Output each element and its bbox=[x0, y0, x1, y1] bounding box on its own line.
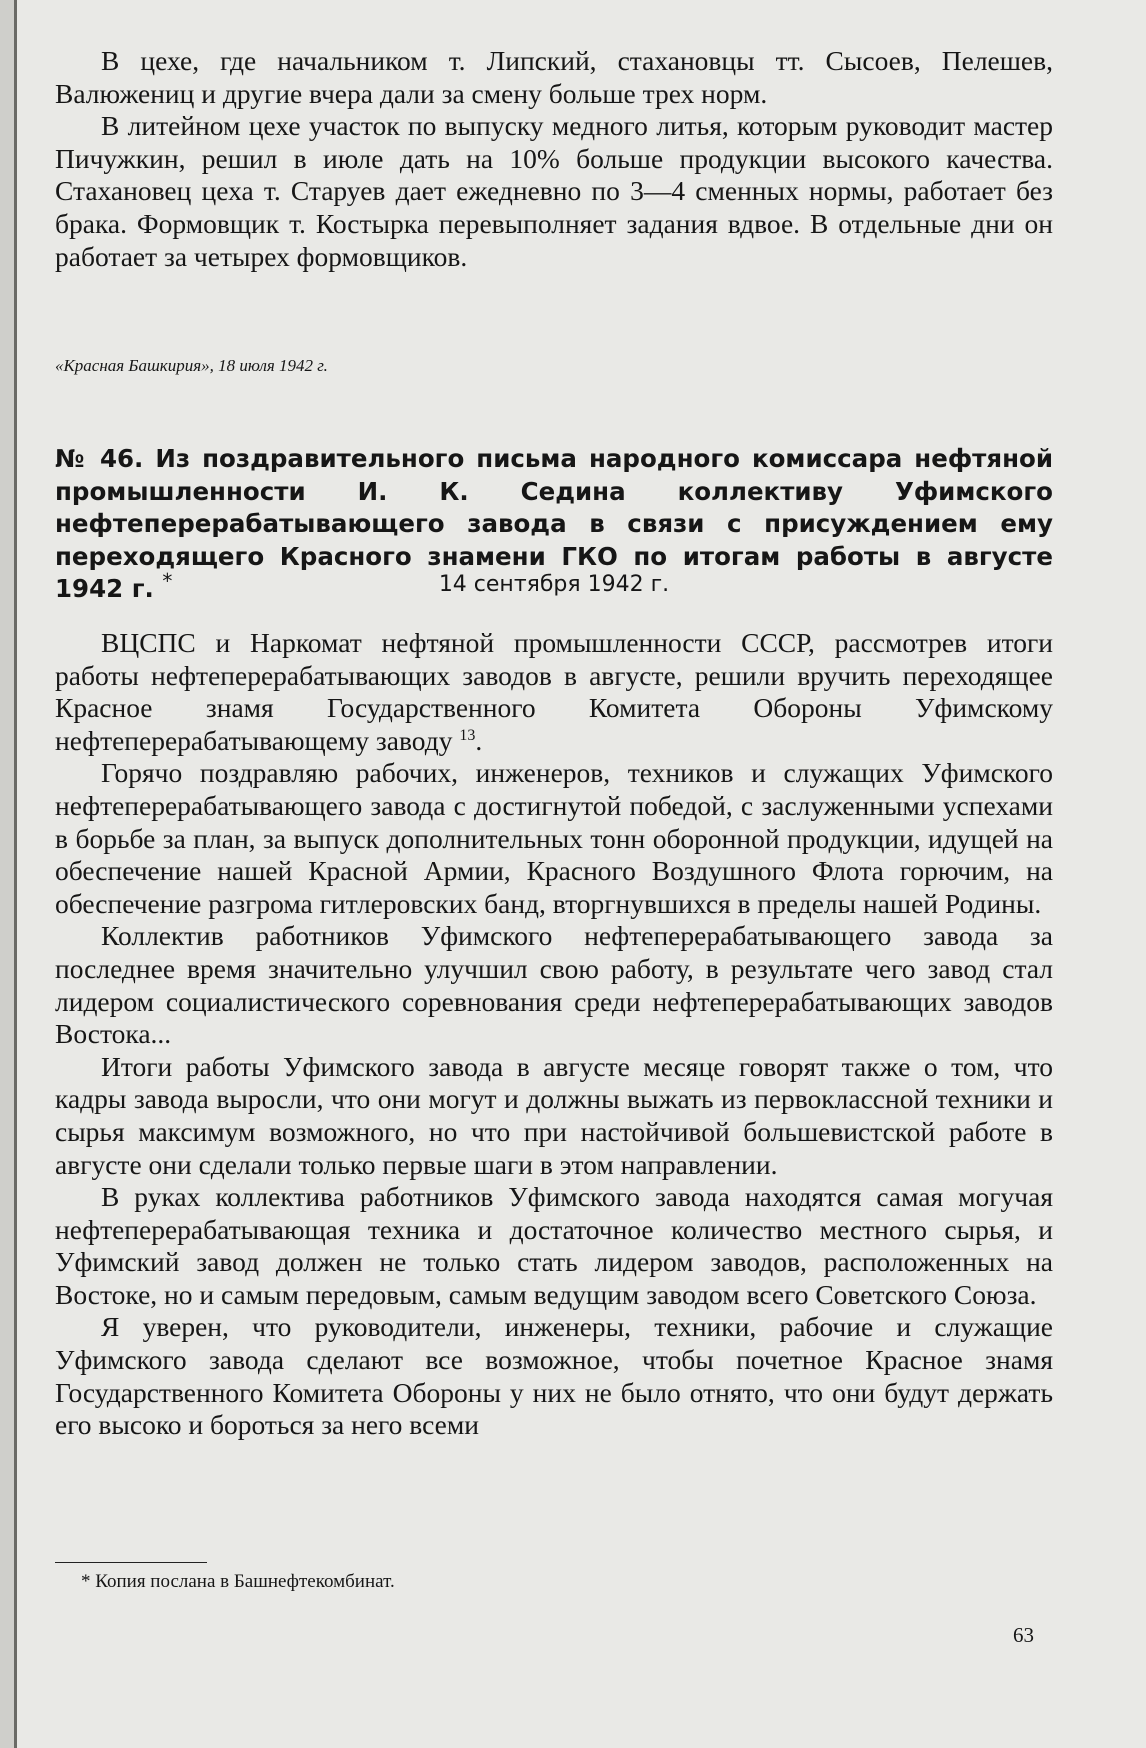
endnote-mark: 13 bbox=[459, 726, 476, 744]
paragraph-award-decision bbox=[55, 627, 1053, 757]
paragraph-august-results: Итоги работы Уфимского завода в августе месяце говорят также о том, что кадры завода выросли, что они могут и должны выжать из первоклассной техники и сырья максимум возможного, но что при настойчивой большевистской работе в августе они сделали только первые шаги в этом направлении. bbox=[55, 1050, 1053, 1180]
paragraph-collective: Коллектив работников Уфимского нефтеперерабатывающего завода за последнее время значительно улучшил свою работу, в результате чего завод стал лидером социалистического соревнования среди нефтеперерабатывающих заводов Востока... bbox=[55, 920, 1053, 1050]
letter-body bbox=[55, 627, 1053, 1442]
newspaper-source: «Красная Башкирия», 18 июля 1942 г. bbox=[55, 356, 328, 375]
page-number: 63 bbox=[1013, 1623, 1034, 1647]
award-period: . bbox=[475, 724, 483, 756]
book-page bbox=[14, 0, 1146, 1748]
footnote-divider bbox=[55, 1562, 207, 1563]
paragraph-equipment: В руках коллектива работников Уфимского завода находятся самая могучая нефтеперерабатывающая техника и достаточное количество местного сырья, и Уфимский завод должен не только стать лидером заводов, расположенных на Востоке, но и самым передовым, самым ведущим заводом всего Советского Союза. bbox=[55, 1181, 1053, 1310]
top-text-block bbox=[55, 45, 1053, 273]
paragraph-confidence: Я уверен, что руководители, инженеры, техники, рабочие и служащие Уфимского завода сделают все возможное, чтобы почетное Красное знамя Государственного Комитета Обороны у них не было отнято, что они будут держать его высоко и бороться за него всеми bbox=[55, 1311, 1053, 1441]
paragraph-foundry-shop: В литейном цехе участок по выпуску медного литья, которым руководит мастер Пичужкин, решил в июле дать на 10% больше продукции высокого качества. Стахановец цеха т. Старуев дает ежедневно по 3—4 сменных нормы, работает без брака. Формовщик т. Костырка перевыполняет задания вдвое. В отдельные дни он работает за четырех формовщиков. bbox=[55, 110, 1053, 272]
paragraph-congratulations: Горячо поздравляю рабочих, инженеров, техников и служащих Уфимского нефтеперерабатывающего завода с достигнутой победой, с заслуженными успехами в борьбе за план, за выпуск дополнительных тонн оборонной продукции, идущей на обеспечение нашей Красной Армии, Красного Воздушного Флота горючим, на обеспечение разгрома гитлеровских банд, вторгнувшихся в пределы нашей Родины. bbox=[55, 757, 1053, 919]
heading-footnote-mark: * bbox=[162, 568, 173, 593]
document-date: 14 сентября 1942 г. bbox=[438, 572, 670, 597]
footnote: * Копия послана в Башнефтекомбинат. bbox=[81, 1571, 395, 1592]
heading-text: № 46. Из поздравительного письма народного комиссара нефтяной промышленности И. К. Седина коллективу Уфимского нефтеперерабатывающего завода в связи с присуждением ему переходящего Красного знамени ГКО по итогам работы в августе 1942 г. bbox=[55, 444, 1053, 603]
paragraph-lipsky-shop: В цехе, где начальником т. Липский, стахановцы тт. Сысоев, Пелешев, Валюжениц и другие вчера дали за смену больше трех норм. bbox=[55, 45, 1053, 109]
award-text: ВЦСПС и Наркомат нефтяной промышленности СССР, рассмотрев итоги работы нефтеперерабатывающих заводов в августе, решили вручить переходящее Красное знамя Государственного Комитета Обороны Уфимскому нефтеперерабатывающему заводу bbox=[55, 627, 1053, 756]
